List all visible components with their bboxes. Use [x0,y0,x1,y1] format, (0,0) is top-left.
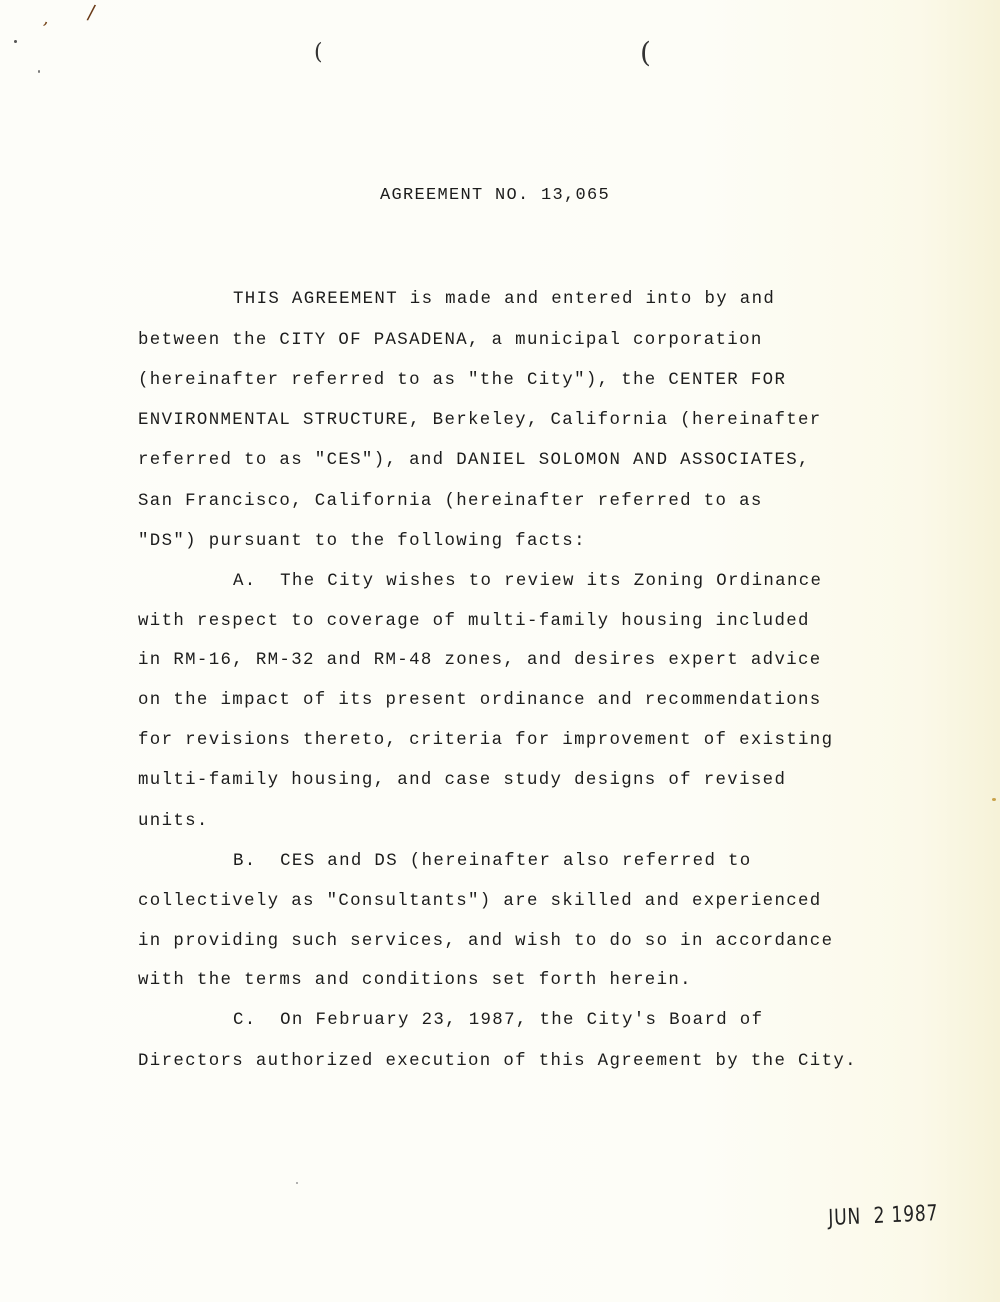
scan-speck [14,40,17,43]
paragraph-b-line-4: with the terms and conditions set forth herein. [138,971,692,990]
paragraph-a-line-2: with respect to coverage of multi-family housing included [138,612,810,631]
body-line-6: San Francisco, California (hereinafter referred to as [138,492,763,511]
paragraph-b-line-1: B. CES and DS (hereinafter also referred to [233,852,752,871]
paragraph-a-line-6: multi-family housing, and case study designs of revised [138,771,787,790]
paragraph-c-line-1: C. On February 23, 1987, the City's Board of [233,1011,764,1030]
body-line-3: (hereinafter referred to as "the City"), the CENTER FOR [138,371,787,390]
paragraph-b-line-3: in providing such services, and wish to do so in accordance [138,932,834,951]
paragraph-a-line-1: A. The City wishes to review its Zoning Ordinance [233,572,823,591]
scan-speck [296,1182,298,1184]
scan-speck [38,70,40,73]
body-line-4: ENVIRONMENTAL STRUCTURE, Berkeley, California (hereinafter [138,411,822,430]
body-line-1: THIS AGREEMENT is made and entered into by and [233,290,776,309]
paragraph-a-line-7: units. [138,812,209,831]
paragraph-a-line-4: on the impact of its present ordinance and recommendations [138,691,822,710]
paragraph-a-line-5: for revisions thereto, criteria for improvement of existing [138,731,834,750]
body-line-7: "DS") pursuant to the following facts: [138,532,586,551]
agreement-title: AGREEMENT NO. 13,065 [379,186,611,205]
paragraph-a-line-3: in RM-16, RM-32 and RM-48 zones, and desires expert advice [138,651,822,670]
paragraph-b-line-2: collectively as "Consultants") are skilled and experienced [138,892,822,911]
body-line-2: between the CITY OF PASADENA, a municipal corporation [138,331,763,350]
paragraph-c-line-2: Directors authorized execution of this Agreement by the City. [138,1052,857,1071]
date-stamp: JUN 2 1987 [828,1201,939,1231]
scan-mark-paren-left: ( [314,40,323,65]
scan-mark-top-left: , [41,7,52,30]
scan-speck [992,798,996,801]
scan-mark-top-left-2: / [85,0,97,25]
body-line-5: referred to as "CES"), and DANIEL SOLOMON AND ASSOCIATES, [138,451,810,470]
scan-mark-paren-right: ( [640,36,651,69]
